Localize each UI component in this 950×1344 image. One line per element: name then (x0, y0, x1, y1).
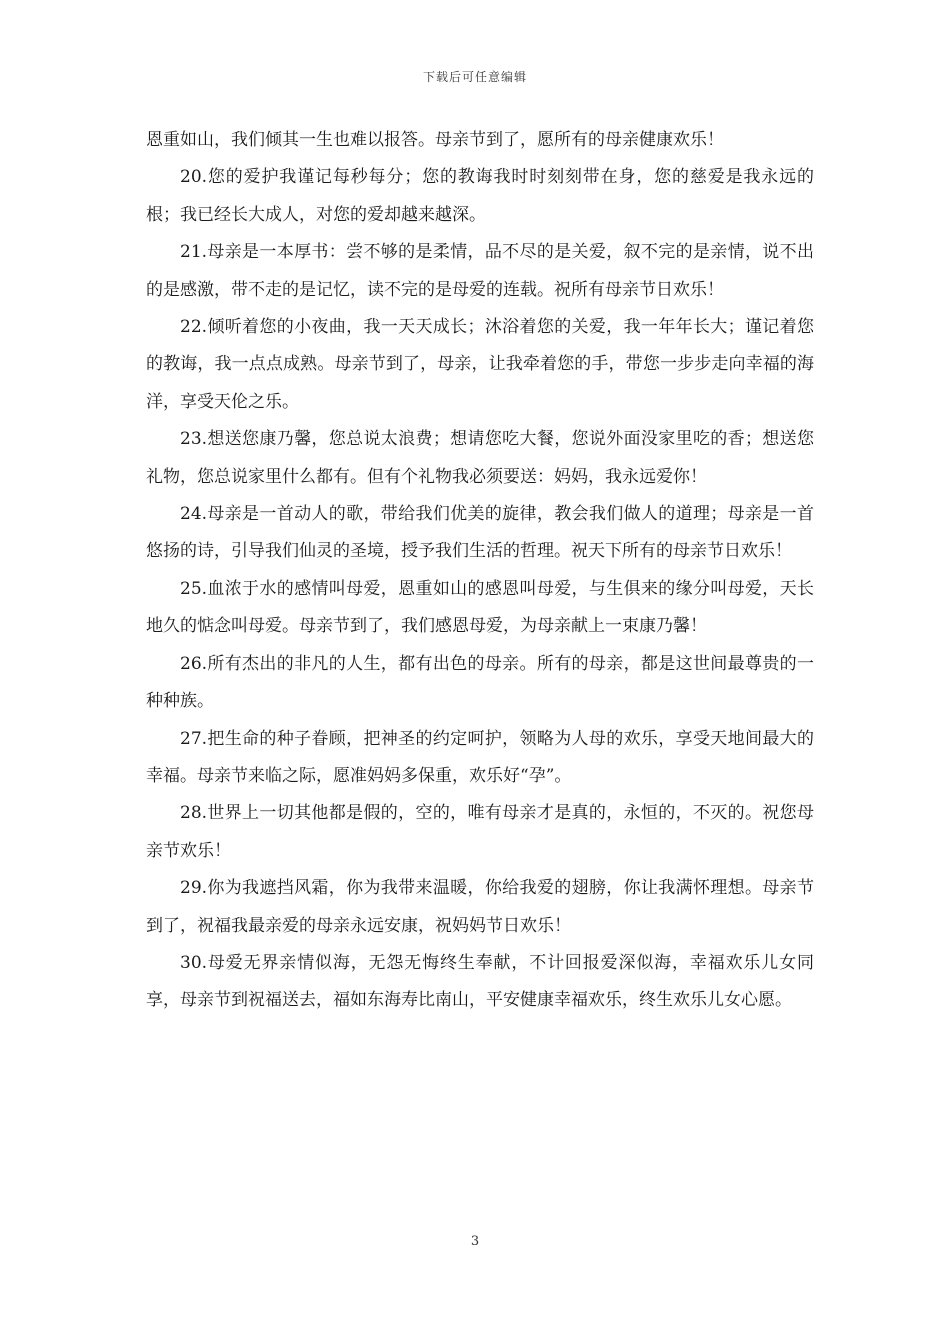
paragraph-20: 20.您的爱护我谨记每秒每分；您的教诲我时时刻刻带在身，您的慈爱是我永远的根；我已经长大成人，对您的爱却越来越深。 (146, 167, 814, 225)
paragraph-26: 26.所有杰出的非凡的人生，都有出色的母亲。所有的母亲，都是这世间最尊贵的一种种族。 (146, 653, 814, 712)
paragraph-22: 22.倾听着您的小夜曲，我一天天成长；沐浴着您的关爱，我一年年长大；谨记着您的教诲，我一点点成熟。母亲节到了，母亲，让我牵着您的手，带您一步步走向幸福的海洋，享受天伦之乐。 (146, 317, 814, 412)
page-number: 3 (470, 1234, 480, 1249)
paragraph-25: 25.血浓于水的感情叫母爱，恩重如山的感恩叫母爱，与生俱来的缘分叫母爱，天长地久的惦念叫母爱。母亲节到了，我们感恩母爱，为母亲献上一束康乃馨！ (146, 578, 814, 637)
document-body (146, 122, 814, 1020)
page-header: 下载后可任意编辑 (422, 70, 527, 84)
paragraph-24: 24.母亲是一首动人的歌，带给我们优美的旋律，教会我们做人的道理；母亲是一首悠扬的诗，引导我们仙灵的圣境，授予我们生活的哲理。祝天下所有的母亲节日欢乐！ (146, 504, 814, 562)
paragraph-23: 23.想送您康乃馨，您总说太浪费；想请您吃大餐，您说外面没家里吃的香；想送您礼物，您总说家里什么都有。但有个礼物我必须要送：妈妈，我永远爱你！ (146, 429, 814, 487)
paragraph-21: 21.母亲是一本厚书：尝不够的是柔情，品不尽的是关爱，叙不完的是亲情，说不出的是感激，带不走的是记忆，读不完的是母爱的连载。祝所有母亲节日欢乐！ (146, 242, 814, 300)
paragraph-30: 30.母爱无界亲情似海，无怨无悔终生奉献，不计回报爱深似海，幸福欢乐儿女同享，母亲节到祝福送去，福如东海寿比南山，平安健康幸福欢乐，终生欢乐儿女心愿。 (146, 952, 814, 1011)
paragraph-continuation: 恩重如山，我们倾其一生也难以报答。母亲节到了，愿所有的母亲健康欢乐！ (146, 130, 724, 150)
paragraph-27: 27.把生命的种子眷顾，把神圣的约定呵护，领略为人母的欢乐，享受天地间最大的幸福。母亲节来临之际，愿准妈妈多保重，欢乐好“孕”。 (146, 728, 814, 786)
paragraph-28: 28.世界上一切其他都是假的，空的，唯有母亲才是真的，永恒的，不灭的。祝您母亲节欢乐！ (146, 803, 814, 861)
paragraph-29: 29.你为我遮挡风霜，你为我带来温暖，你给我爱的翅膀，你让我满怀理想。母亲节到了，祝福我最亲爱的母亲永远安康，祝妈妈节日欢乐！ (146, 878, 814, 936)
